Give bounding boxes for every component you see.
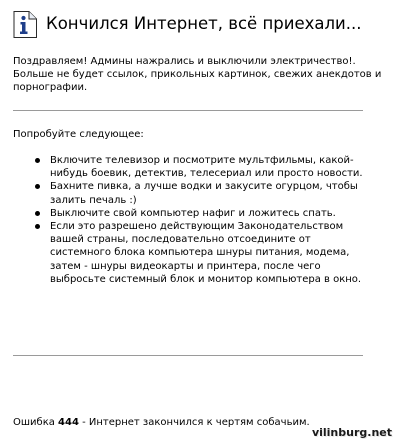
divider-bottom: [13, 355, 363, 356]
bullet-icon: [35, 211, 40, 216]
page-title: Кончился Интернет, всё приехали...: [46, 14, 362, 33]
suggestion-text: Бахните пивка, а лучше водки и закусите огурцом, чтобы залить печаль :): [50, 181, 358, 206]
divider-top: [13, 110, 363, 111]
suggestion-item: [32, 207, 372, 220]
suggestion-item: [32, 154, 372, 180]
error-prefix: Ошибка: [13, 417, 55, 428]
bullet-icon: [35, 158, 40, 163]
error-footer: [13, 416, 310, 429]
suggestion-text: Включите телевизор и посмотрите мультфильмы, какой-нибудь боевик, детектив, телесериал или просто новости.: [50, 155, 363, 180]
suggestions-list: [32, 154, 372, 286]
suggestions-heading: Попробуйте следующее:: [13, 129, 144, 140]
page-header: [13, 9, 393, 41]
suggestion-item: [32, 180, 372, 206]
bullet-icon: [35, 184, 40, 189]
suggestion-text: Выключите свой компьютер нафиг и ложитесь спать.: [50, 207, 336, 219]
suggestion-text: Если это разрешено действующим Законодательством вашей страны, последовательно отсоедините от системного блока компьютера шнуры питания, модема, затем - шнуры видеокарты и принтера, после чего выбросьте системный блок и монитор компьютера в окно.: [50, 221, 362, 285]
intro-text: Поздравляем! Админы нажрались и выключили электричество!. Больше не будет ссылок, прикольных картинок, свежих анекдотов и порнографии.: [13, 56, 382, 94]
error-code: 444: [58, 417, 79, 428]
watermark: vilinburg.net: [311, 426, 392, 439]
error-message: - Интернет закончился к чертям собачьим.: [82, 417, 310, 428]
suggestion-item: [32, 220, 372, 286]
info-icon: [13, 11, 37, 38]
bullet-icon: [35, 224, 40, 229]
